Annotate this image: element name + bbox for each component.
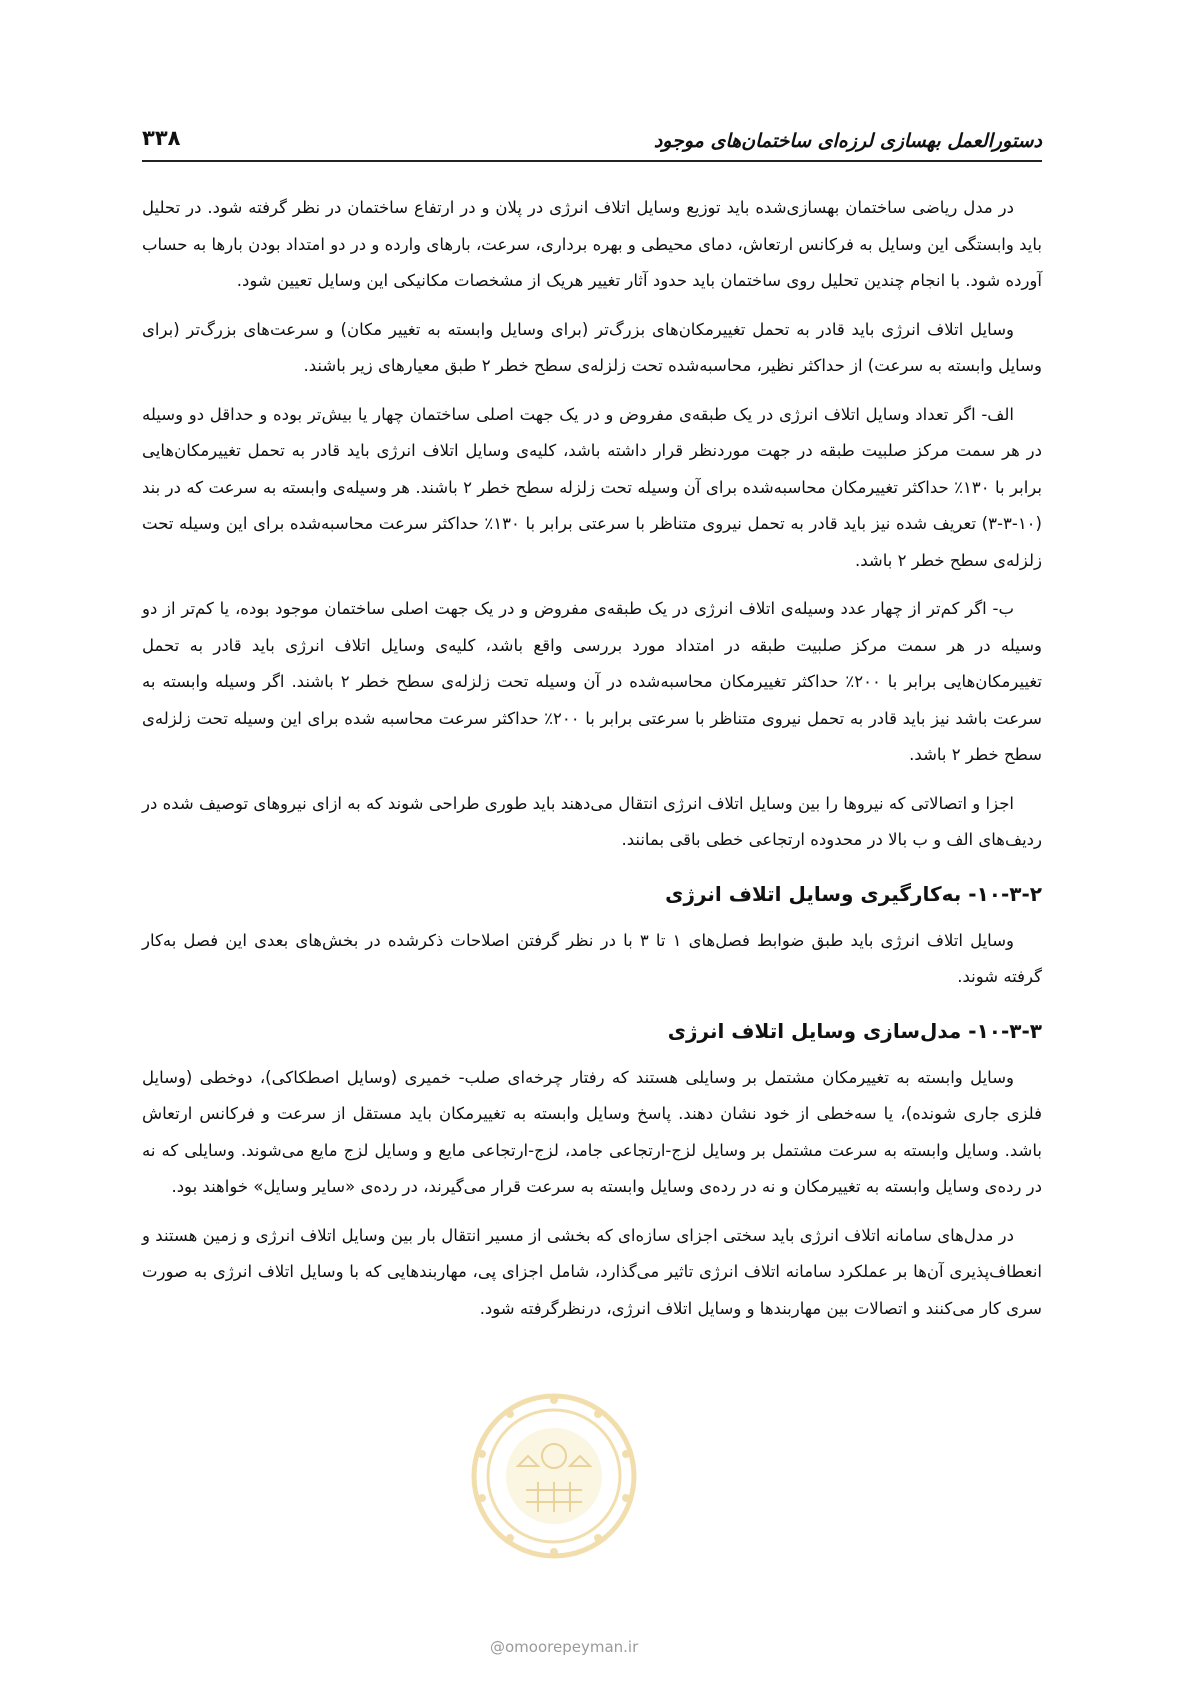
document-body: [142, 190, 1042, 1339]
paragraph: در مدل‌های سامانه اتلاف انرژی باید سختی اجزای سازه‌ای که بخشی از مسیر انتقال بار بین وسایل اتلاف انرژی و زمین هستند و انعطاف‌پذیری آن‌ها بر عملکرد سامانه اتلاف انرژی تاثیر می‌گذارد، شامل اجزای پی، مهاربندهایی که با وسایل اتلاف انرژی به صورت سری کار می‌کنند و اتصالات بین مهاربندها و وسایل اتلاف انرژی، درنظرگرفته شود.: [142, 1225, 1042, 1318]
seal-logo-icon: [468, 1390, 640, 1562]
page-header: [142, 120, 1042, 160]
section-heading: ۱۰-۳-۳- مدل‌سازی وسایل اتلاف انرژی: [667, 1018, 1042, 1043]
watermark-url: @omoorepeyman.ir: [490, 1638, 639, 1656]
paragraph: ب- اگر کم‌تر از چهار عدد وسیله‌ی اتلاف انرژی در یک طبقه‌ی مفروض و در یک جهت اصلی ساختمان موجود بوده، یا کم‌تر از دو وسیله در هر سمت مرکز صلبیت طبقه در امتداد مورد بررسی واقع باشد، کلیه‌ی وسایل اتلاف انرژی باید قادر به تحمل تغییرمکان‌هایی برابر با ۲۰۰٪ حداکثر تغییرمکان محاسبه‌شده در آن وسیله تحت زلزله‌ی سطح خطر ۲ باشند. اگر وسیله وابسته به سرعت باشد نیز باید قادر به تحمل نیروی متناظر با سرعتی برابر با ۲۰۰٪ حداکثر سرعت محاسبه شده برای این وسیله تحت زلزله‌ی سطح خطر ۲ باشد.: [142, 599, 1042, 764]
paragraph: الف- اگر تعداد وسایل اتلاف انرژی در یک طبقه‌ی مفروض و در یک جهت اصلی ساختمان چهار یا بیش‌تر بوده و حداقل دو وسیله در هر سمت مرکز صلبیت طبقه در جهت موردنظر قرار داشته باشد، کلیه‌ی وسایل اتلاف انرژی باید قادر به تحمل تغییرمکان‌هایی برابر با ۱۳۰٪ حداکثر تغییرمکان محاسبه‌شده برای آن وسیله تحت زلزله سطح خطر ۲ باشند. هر وسیله‌ی وابسته به سرعت که در بند (۱۰-۳-۳) تعریف شده نیز باید قادر به تحمل نیروی متناظر با سرعتی برابر با ۱۳۰٪ حداکثر سرعت محاسبه‌شده برای این وسیله تحت زلزله‌ی سطح خطر ۲ باشد.: [142, 404, 1042, 570]
page-number: ۳۳۸: [142, 126, 181, 150]
section-heading: ۱۰-۳-۲- به‌کارگیری وسایل اتلاف انرژی: [665, 881, 1042, 906]
paragraph: وسایل وابسته به تغییرمکان مشتمل بر وسایلی هستند که رفتار چرخه‌ای صلب- خمیری (وسایل اصطکاکی)، دوخطی (وسایل فلزی جاری شونده)، یا سه‌خطی از خود نشان دهند. پاسخ وسایل وابسته به تغییرمکان باید مستقل از سرعت و فرکانس ارتعاش باشد. وسایل وابسته به سرعت مشتمل بر وسایل لزج-ارتجاعی جامد، لزج-ارتجاعی مایع و وسایل لزج مایع می‌شوند. وسایلی که نه در رده‌ی وسایل وابسته به تغییرمکان و نه در رده‌ی وسایل وابسته به سرعت قرار می‌گیرند، در رده‌ی «سایر وسایل» خواهند بود.: [142, 1067, 1042, 1196]
paragraph: اجزا و اتصالاتی که نیروها را بین وسایل اتلاف انرژی انتقال می‌دهند باید طوری طراحی شوند که به ازای نیروهای توصیف شده در ردیف‌های الف و ب بالا در محدوده ارتجاعی خطی باقی بمانند.: [142, 793, 1042, 849]
paragraph: وسایل اتلاف انرژی باید قادر به تحمل تغییرمکان‌های بزرگ‌تر (برای وسایل وابسته به تغییر مکان) و سرعت‌های بزرگ‌تر (برای وسایل وابسته به سرعت) از حداکثر نظیر، محاسبه‌شده تحت زلزله‌ی سطح خطر ۲ طبق معیارهای زیر باشند.: [142, 319, 1042, 375]
header-divider: [142, 160, 1042, 162]
paragraph: وسایل اتلاف انرژی باید طبق ضوابط فصل‌های ۱ تا ۳ با در نظر گرفتن اصلاحات ذکرشده در بخش‌های بعدی این فصل به‌کار گرفته شوند.: [142, 930, 1042, 986]
paragraph: در مدل ریاضی ساختمان بهسازی‌شده باید توزیع وسایل اتلاف انرژی در پلان و در ارتفاع ساختمان در نظر گرفته شود. در تحلیل باید وابستگی این وسایل به فرکانس ارتعاش، دمای محیطی و بهره برداری، سرعت، بارهای وارده و در دو امتداد بودن بارها به حساب آورده شود. با انجام چندین تحلیل روی ساختمان باید حدود آثار تغییر هریک از مشخصات مکانیکی این وسایل تعیین شود.: [142, 198, 1042, 290]
running-title: دستورالعمل بهسازی لرزه‌ای ساختمان‌های موجود: [653, 130, 1042, 152]
